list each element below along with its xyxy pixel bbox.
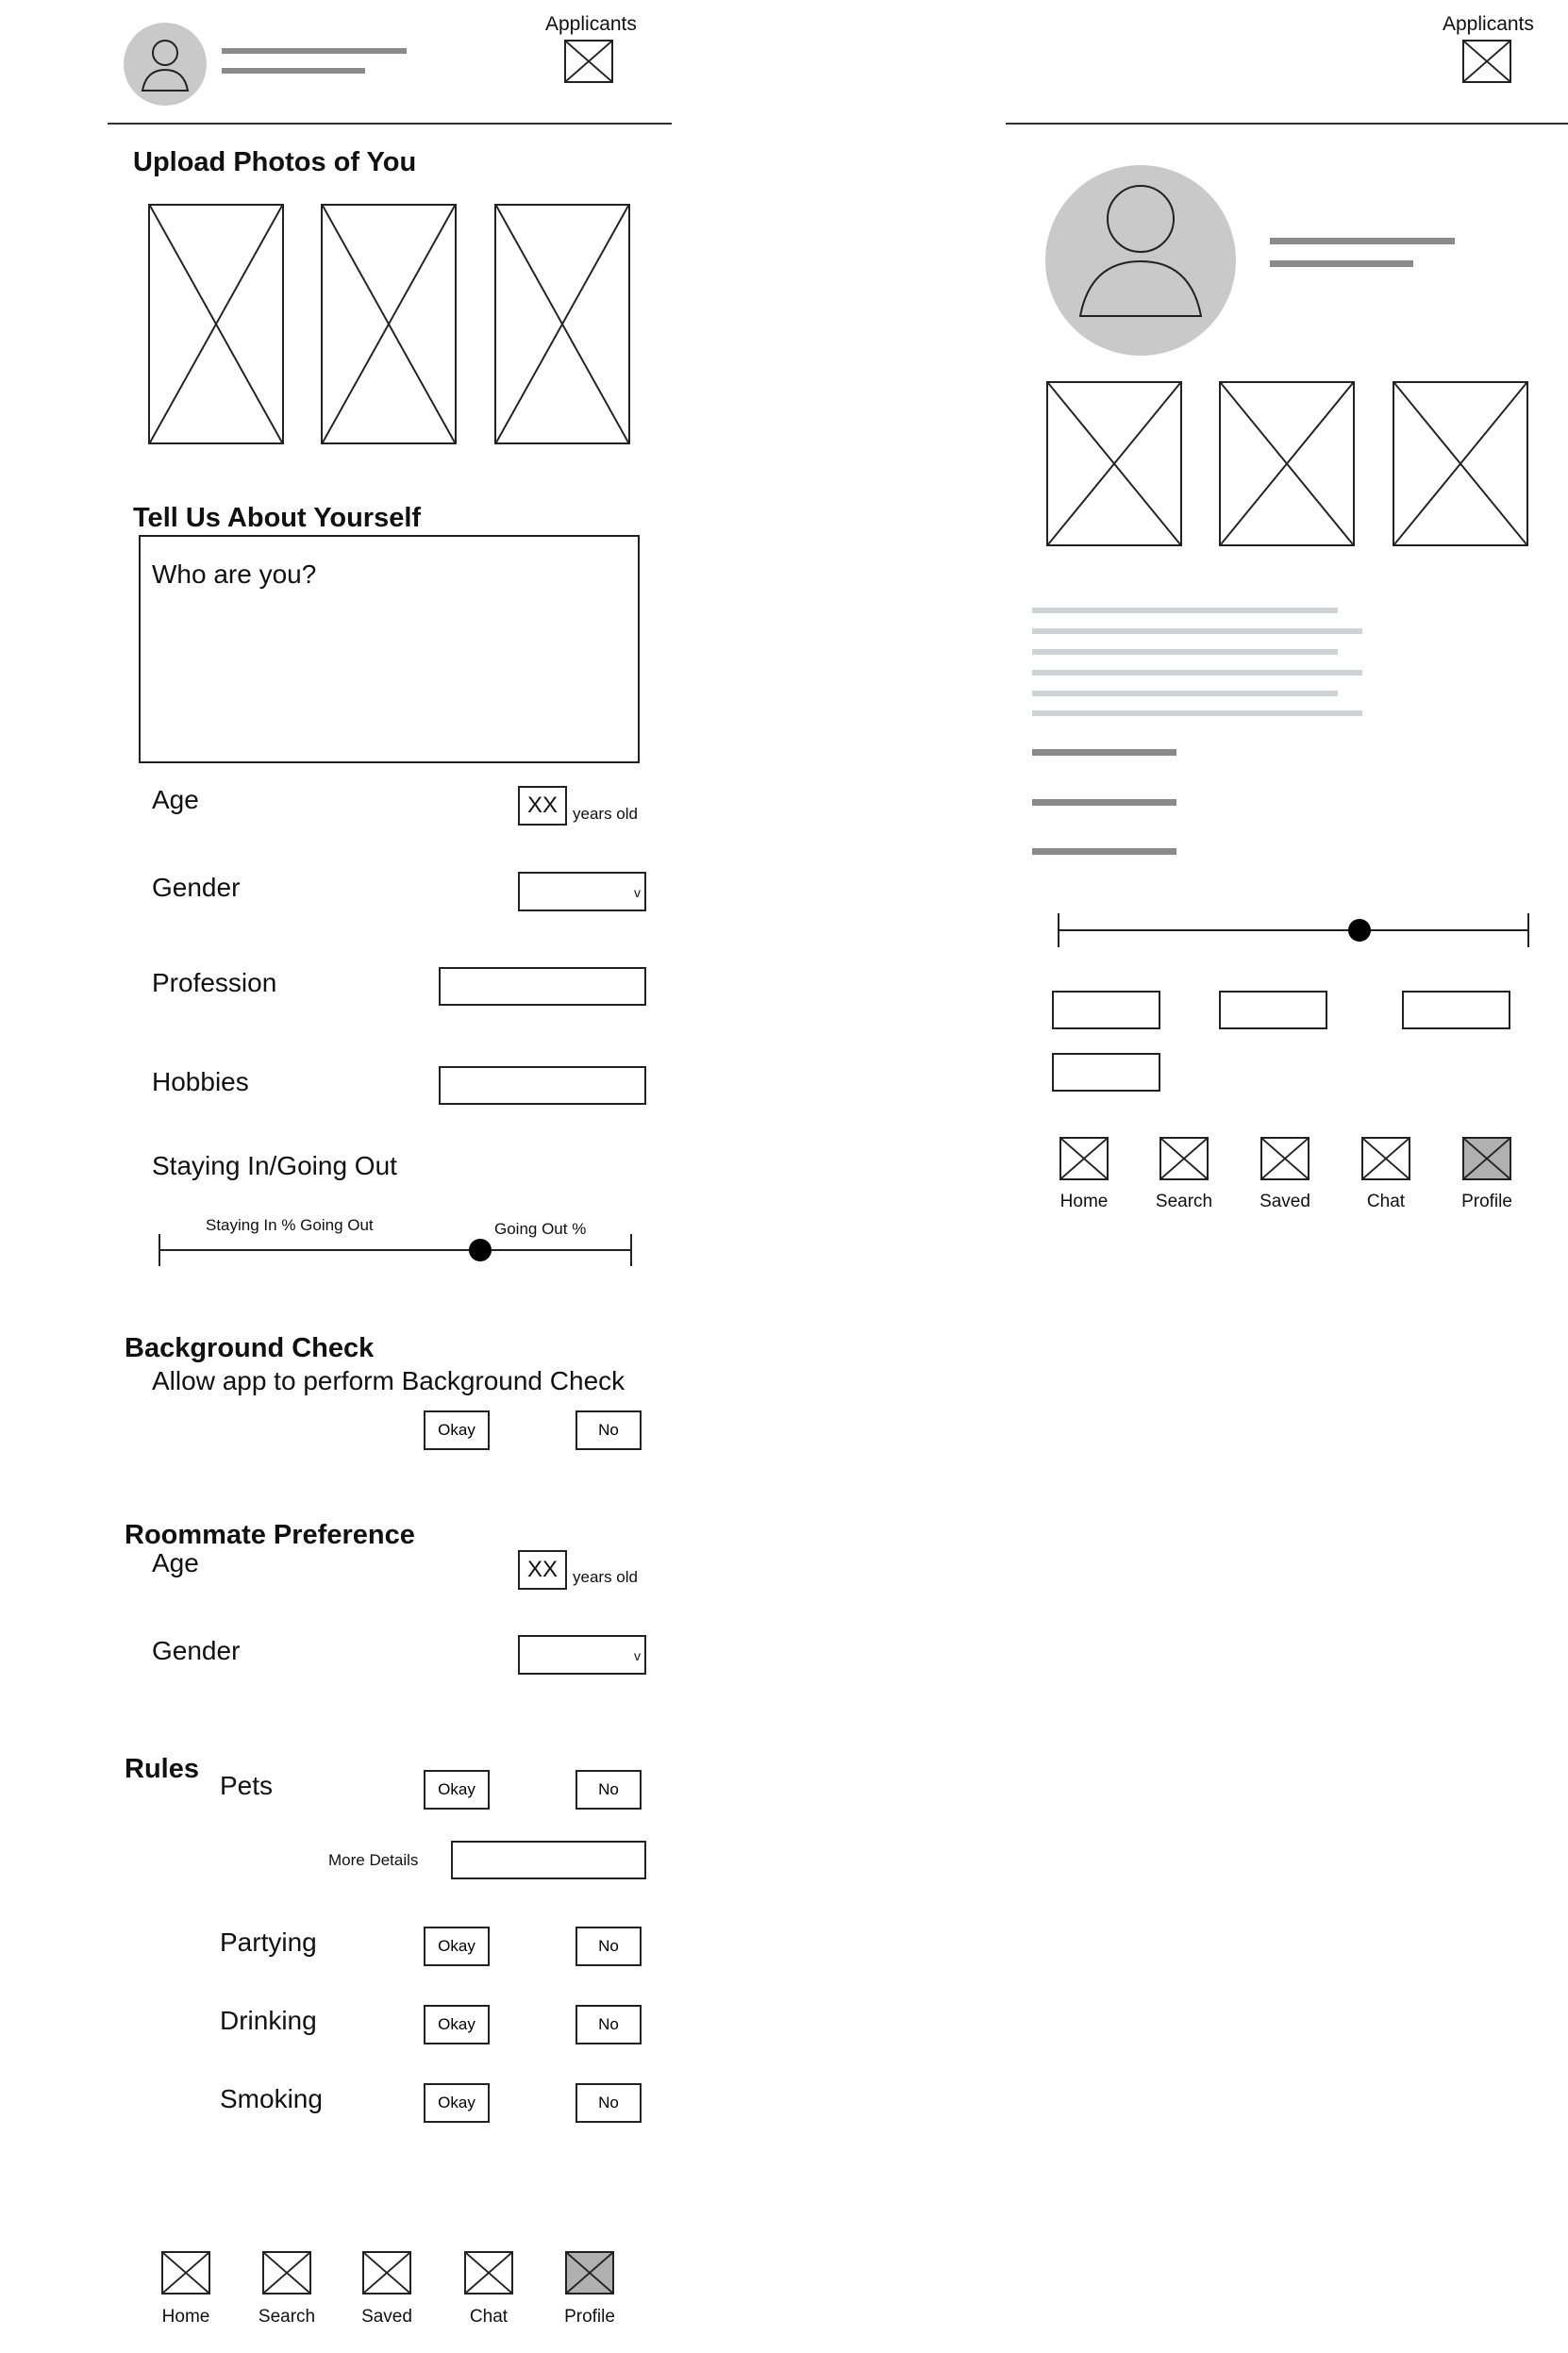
nav-saved-icon[interactable]	[1260, 1137, 1309, 1180]
slider-knob[interactable]	[1348, 919, 1371, 942]
about-textarea[interactable]: Who are you?	[139, 535, 640, 763]
slider-left-caption: Staying In % Going Out	[206, 1216, 374, 1234]
profile-tag-box-1	[1052, 991, 1160, 1029]
nav-saved-label[interactable]: Saved	[361, 2307, 412, 2327]
header-subtitle-line	[222, 68, 365, 74]
roommate-years-old-label: years old	[573, 1568, 638, 1586]
more-details-input[interactable]	[451, 1841, 646, 1879]
user-icon	[124, 23, 207, 106]
drinking-okay-button[interactable]: Okay	[424, 2005, 490, 2044]
smoking-okay-button[interactable]: Okay	[424, 2083, 490, 2123]
roommate-age-label: Age	[152, 1548, 199, 1577]
upload-photos-title: Upload Photos of You	[133, 147, 417, 177]
gender-select[interactable]	[518, 872, 646, 911]
nav-chat-icon[interactable]	[464, 2251, 513, 2295]
profile-tag-box-3	[1402, 991, 1510, 1029]
profession-input[interactable]	[439, 967, 646, 1006]
lifestyle-slider[interactable]	[158, 1232, 632, 1268]
header-name-line	[222, 48, 407, 54]
header-divider	[108, 123, 672, 125]
nav-search-icon[interactable]	[262, 2251, 311, 2295]
background-no-button[interactable]: No	[575, 1410, 642, 1450]
profile-detail-line-2	[1032, 799, 1176, 806]
more-details-label: More Details	[328, 1851, 419, 1869]
background-okay-button[interactable]: Okay	[424, 1410, 490, 1450]
profile-avatar[interactable]	[1045, 165, 1236, 356]
drinking-label: Drinking	[220, 2006, 317, 2035]
profile-photo-2[interactable]	[1219, 381, 1355, 546]
roommate-preference-title: Roommate Preference	[125, 1520, 415, 1550]
rules-title: Rules	[125, 1754, 199, 1784]
partying-label: Partying	[220, 1927, 317, 1957]
profile-lifestyle-slider[interactable]	[1058, 911, 1529, 949]
profile-photo-3[interactable]	[1393, 381, 1528, 546]
age-input[interactable]: XX	[518, 786, 567, 826]
nav-profile-icon[interactable]	[565, 2251, 614, 2295]
nav-profile-icon[interactable]	[1462, 1137, 1511, 1180]
smoking-no-button[interactable]: No	[575, 2083, 642, 2123]
roommate-age-input[interactable]: XX	[518, 1550, 567, 1590]
nav-chat-label[interactable]: Chat	[1366, 1192, 1406, 1211]
profile-tag-box-4	[1052, 1053, 1160, 1092]
drinking-no-button[interactable]: No	[575, 2005, 642, 2044]
nav-home-icon[interactable]	[161, 2251, 210, 2295]
user-icon	[1045, 165, 1236, 356]
roommate-gender-label: Gender	[152, 1636, 241, 1665]
nav-chat-icon[interactable]	[1361, 1137, 1410, 1180]
nav-search-icon[interactable]	[1159, 1137, 1209, 1180]
hobbies-label: Hobbies	[152, 1067, 249, 1096]
photo-slot-3[interactable]	[494, 204, 630, 444]
pets-label: Pets	[220, 1771, 274, 1800]
pets-okay-button[interactable]: Okay	[424, 1770, 490, 1810]
right-applicants-label: Applicants	[1443, 13, 1534, 35]
nav-home-label[interactable]: Home	[161, 2307, 210, 2327]
nav-search-label[interactable]: Search	[258, 2307, 316, 2327]
about-title: Tell Us About Yourself	[133, 503, 422, 533]
background-check-description: Allow app to perform Background Check	[152, 1366, 626, 1395]
slider-knob[interactable]	[469, 1239, 492, 1261]
staying-going-label: Staying In/Going Out	[152, 1151, 397, 1180]
right-applicants-image-icon[interactable]	[1462, 40, 1511, 83]
age-label: Age	[152, 785, 199, 814]
years-old-label: years old	[573, 805, 638, 823]
gender-label: Gender	[152, 873, 241, 902]
smoking-label: Smoking	[220, 2084, 323, 2113]
profile-subtitle-line	[1270, 260, 1413, 267]
background-check-title: Background Check	[125, 1333, 375, 1363]
applicants-image-icon[interactable]	[564, 40, 613, 83]
photo-slot-1[interactable]	[148, 204, 284, 444]
partying-no-button[interactable]: No	[575, 1927, 642, 1966]
nav-saved-label[interactable]: Saved	[1259, 1192, 1310, 1211]
chevron-down-icon: v	[634, 885, 641, 900]
profile-tag-box-2	[1219, 991, 1327, 1029]
profile-detail-line-3	[1032, 848, 1176, 855]
nav-saved-icon[interactable]	[362, 2251, 411, 2295]
profile-detail-line-1	[1032, 749, 1176, 756]
header-avatar[interactable]	[124, 23, 207, 106]
nav-profile-label[interactable]: Profile	[564, 2307, 615, 2327]
pets-no-button[interactable]: No	[575, 1770, 642, 1810]
nav-profile-label[interactable]: Profile	[1461, 1192, 1512, 1211]
profession-label: Profession	[152, 968, 277, 997]
partying-okay-button[interactable]: Okay	[424, 1927, 490, 1966]
hobbies-input[interactable]	[439, 1066, 646, 1105]
nav-search-label[interactable]: Search	[1155, 1192, 1213, 1211]
roommate-gender-select[interactable]	[518, 1635, 646, 1675]
profile-name-line	[1270, 238, 1455, 244]
right-header-divider	[1006, 123, 1568, 125]
applicants-label: Applicants	[545, 13, 637, 35]
photo-slot-2[interactable]	[321, 204, 457, 444]
nav-chat-label[interactable]: Chat	[469, 2307, 509, 2327]
profile-photo-1[interactable]	[1046, 381, 1182, 546]
nav-home-icon[interactable]	[1059, 1137, 1109, 1180]
chevron-down-icon: v	[634, 1648, 641, 1663]
nav-home-label[interactable]: Home	[1059, 1192, 1109, 1211]
slider-right-caption: Going Out %	[494, 1220, 587, 1238]
